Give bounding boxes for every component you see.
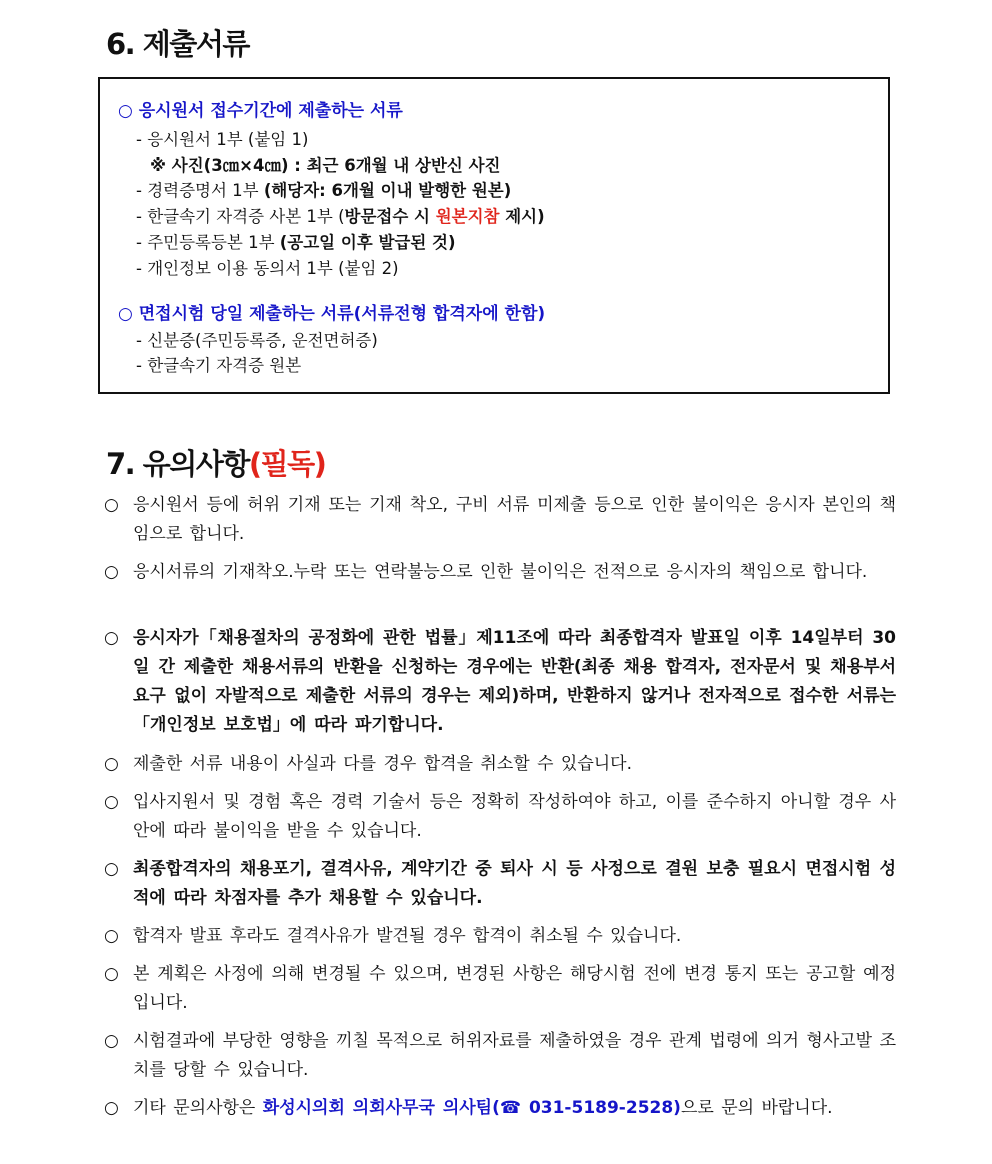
notice-text: 합격자 발표 후라도 결격사유가 발견될 경우 합격이 취소될 수 있습니다. [133,926,682,946]
bullet-circle-icon: ○ [104,926,119,946]
group2-title: ○ 면접시험 당일 제출하는 서류(서류전형 합격자에 한함) [118,304,546,324]
notice-item-4 [104,750,896,779]
contact-office-phone: 화성시의회 의회사무국 의사팀(☎ 031-5189-2528) [262,1098,681,1118]
doc-item-shorthand-license-copy [136,209,545,226]
bullet-circle-icon: ○ [104,859,119,879]
doc-item-resident-register [136,235,456,252]
notice-item-3 [104,624,896,740]
doc-item-privacy-consent: - 개인정보 이용 동의서 1부 (붙임 2) [136,259,399,278]
bullet-circle-icon: ○ [104,562,119,582]
section-6-heading: 6. 제출서류 [106,27,249,61]
notice-item-5 [104,788,896,846]
item3-original-highlight: 원본지참 [435,207,500,226]
doc-item-id-card: - 신분증(주민등록증, 운전면허증) [136,331,378,350]
bullet-circle-icon: ○ [104,792,119,812]
section-7-heading [106,447,326,481]
item3-note: 방문접수 시 [344,207,436,226]
notice-item-2 [104,558,896,587]
notice-text: 응시자가「채용절차의 공정화에 관한 법률」제11조에 따라 최종합격자 발표일 이후 14일부터 30일 간 제출한 채용서류의 반환을 신청하는 경우에는 반환(최종 채용 합격자, 전자문서 및 채용부서 요구 없이 자발적으로 제출한 서류의 경우는 제외)하며, 반환하지 않거나 전자적으로 접수한 서류는「개인정보 보호법」에 따라 파기합니다. [133,628,896,735]
doc-item-shorthand-license-original: - 한글속기 자격증 원본 [136,356,302,375]
section-7-heading-main: 7. 유의사항 [106,447,249,481]
bullet-circle-icon: ○ [104,628,119,648]
item3-note-end: 제시) [499,207,545,226]
notice-item-10 [104,1094,896,1123]
notice-text: 최종합격자의 채용포기, 결격사유, 계약기간 중 퇴사 시 등 사정으로 결원 보충 필요시 면접시험 성적에 따라 차점자를 추가 채용할 수 있습니다. [133,859,896,908]
item4-label: - 주민등록등본 1부 [136,233,280,252]
contact-intro: 기타 문의사항은 [133,1098,263,1118]
submission-documents-box [98,77,890,394]
must-read-tag: (필독) [248,447,326,481]
notice-text: 응시서류의 기재착오.누락 또는 연락불능으로 인한 불이익은 전적으로 응시자의 책임으로 합니다. [133,562,868,582]
notice-text: 제출한 서류 내용이 사실과 다를 경우 합격을 취소할 수 있습니다. [133,754,633,774]
notice-text: 시험결과에 부당한 영향을 끼칠 목적으로 허위자료를 제출하였을 경우 관계 법령에 의거 형사고발 조치를 당할 수 있습니다. [133,1031,896,1080]
item4-note: (공고일 이후 발급된 것) [279,233,456,252]
notice-text [133,1094,896,1123]
notice-text: 본 계획은 사정에 의해 변경될 수 있으며, 변경된 사항은 해당시험 전에 변경 통지 또는 공고할 예정입니다. [133,964,896,1013]
notice-text: 응시원서 등에 허위 기재 또는 기재 착오, 구비 서류 미제출 등으로 인한 불이익은 응시자 본인의 책임으로 합니다. [133,495,896,544]
bullet-circle-icon: ○ [104,495,119,515]
contact-outro: 으로 문의 바랍니다. [680,1098,833,1118]
doc-item-career-certificate [136,183,511,200]
group1-title: ○ 응시원서 접수기간에 제출하는 서류 [118,101,403,121]
notice-item-8 [104,960,896,1018]
item2-note: (해당자: 6개월 이내 발행한 원본) [263,181,512,200]
notice-text: 입사지원서 및 경험 혹은 경력 기술서 등은 정확히 작성하여야 하고, 이를 준수하지 아니할 경우 사안에 따라 불이익을 받을 수 있습니다. [133,792,896,841]
bullet-circle-icon: ○ [104,964,119,984]
photo-note: ※ 사진(3㎝×4㎝) : 최근 6개월 내 상반신 사진 [150,156,501,175]
notice-item-7 [104,922,896,951]
item2-label: - 경력증명서 1부 [136,181,264,200]
notice-item-1 [104,491,896,549]
notice-item-9 [104,1027,896,1085]
bullet-circle-icon: ○ [104,1098,119,1118]
doc-item-application: - 응시원서 1부 (붙임 1) [136,130,309,149]
bullet-circle-icon: ○ [104,1031,119,1051]
item3-label: - 한글속기 자격증 사본 1부 ( [136,207,345,226]
bullet-circle-icon: ○ [104,754,119,774]
notice-item-6 [104,855,896,913]
